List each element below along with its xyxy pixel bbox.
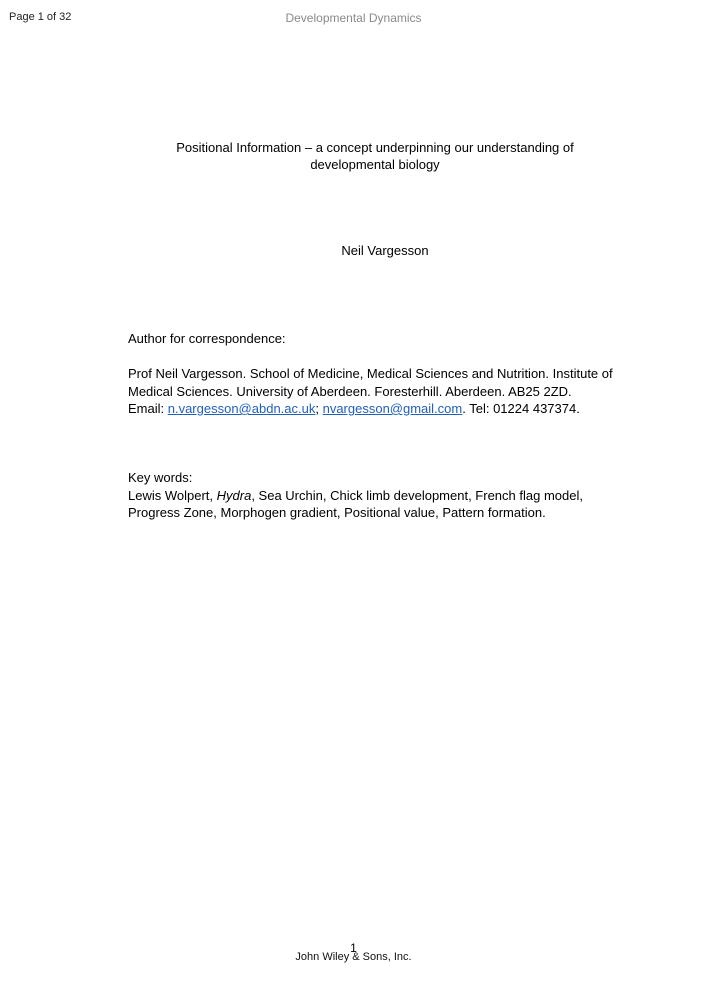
keywords-part-a: Lewis Wolpert, [128,487,217,503]
keywords-part-b: , Sea Urchin, Chick limb development, French flag model, [251,487,583,503]
contact-line [128,400,613,418]
email-prefix: Email: [128,401,168,416]
email-link-abdn[interactable]: n.vargesson@abdn.ac.uk [167,401,316,416]
address-line-2: Medical Sciences. University of Aberdeen. Foresterhill. Aberdeen. AB25 2ZD. [128,383,572,399]
keywords-label: Key words: [128,470,193,485]
title-line-2: developmental biology [310,157,440,172]
keywords-block [128,469,583,522]
telephone: . Tel: 01224 437374. [462,401,580,416]
page-number: 1 [350,941,357,955]
title-line-1: Positional Information – a concept underpinning our understanding of [176,140,574,155]
page-counter: Page 1 of 32 [9,11,72,23]
author-name: Neil Vargesson [341,243,429,258]
correspondence-address [128,365,613,418]
correspondence-label: Author for correspondence: [128,331,286,346]
email-link-gmail[interactable]: nvargesson@gmail.com [322,401,463,416]
publisher: John Wiley & Sons, Inc. [295,951,412,963]
keywords-line-1 [128,487,583,505]
keywords-line-2: Progress Zone, Morphogen gradient, Positional value, Pattern formation. [128,505,546,520]
journal-name: Developmental Dynamics [285,11,422,25]
keyword-hydra: Hydra [216,487,252,503]
paper-title [0,139,707,173]
email-separator: ; [315,401,323,416]
address-line-1: Prof Neil Vargesson. School of Medicine, Medical Sciences and Nutrition. Institute of [128,366,613,381]
